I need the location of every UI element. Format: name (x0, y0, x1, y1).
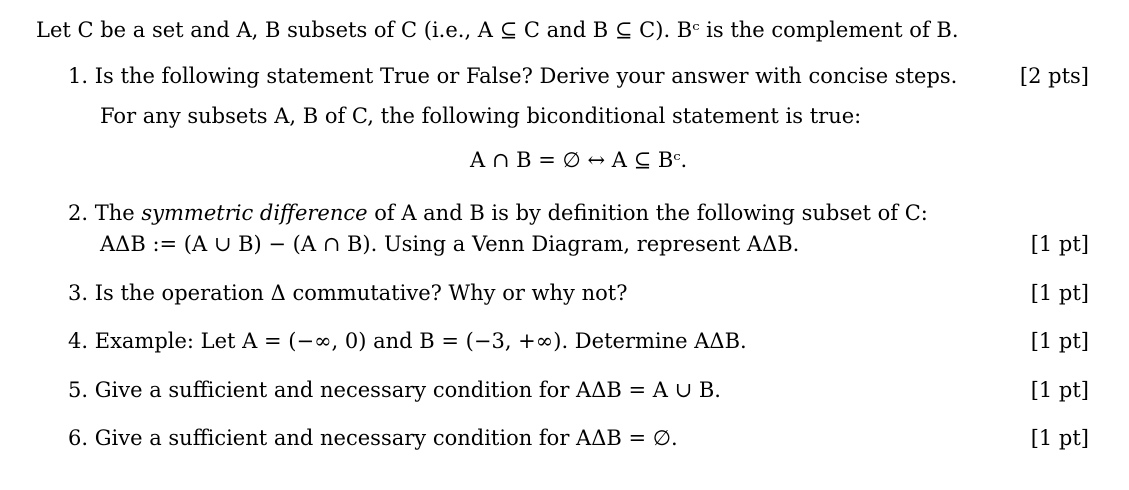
question-2-emphasis: symmetric difference (141, 201, 368, 225)
question-2-definition: AΔB := (A ∪ B) − (A ∩ B). Using a Venn Diagram, represent AΔB. (100, 232, 800, 256)
question-6-points: [1 pt] (1030, 426, 1089, 450)
question-3 (68, 280, 627, 306)
question-6 (68, 425, 678, 451)
question-2-number: 2. (68, 201, 89, 225)
question-1 (68, 63, 957, 89)
question-4-points: [1 pt] (1030, 329, 1089, 353)
question-3-text: Is the operation Δ commutative? Why or why not? (94, 281, 628, 305)
question-6-number: 6. (68, 426, 89, 450)
question-5 (68, 377, 721, 403)
intro-text: Let C be a set and A, B subsets of C (i.e., A ⊆ C and B ⊆ C). Bᶜ is the complement of B. (36, 18, 959, 42)
question-1-statement: For any subsets A, B of C, the following biconditional statement is true: (100, 104, 862, 128)
question-1-points: [2 pts] (1019, 64, 1089, 88)
question-4 (68, 328, 747, 354)
question-5-points: [1 pt] (1030, 378, 1089, 402)
question-3-number: 3. (68, 281, 89, 305)
question-4-number: 4. (68, 329, 89, 353)
question-5-number: 5. (68, 378, 89, 402)
question-5-text: Give a sufficient and necessary condition for AΔB = A ∪ B. (94, 378, 721, 402)
question-1-equation: A ∩ B = ∅ ↔ A ⊆ Bᶜ. (470, 148, 688, 172)
question-1-text: Is the following statement True or False? Derive your answer with concise steps. (94, 64, 958, 88)
question-2-text-prefix: The (94, 201, 142, 225)
question-3-points: [1 pt] (1030, 281, 1089, 305)
question-2-points: [1 pt] (1030, 232, 1089, 256)
question-2-text-suffix: of A and B is by definition the following subset of C: (367, 201, 928, 225)
question-4-text: Example: Let A = (−∞, 0) and B = (−3, +∞). Determine AΔB. (94, 329, 747, 353)
question-2 (68, 200, 928, 226)
question-1-number: 1. (68, 64, 89, 88)
question-6-text: Give a sufficient and necessary condition for AΔB = ∅. (94, 426, 678, 450)
